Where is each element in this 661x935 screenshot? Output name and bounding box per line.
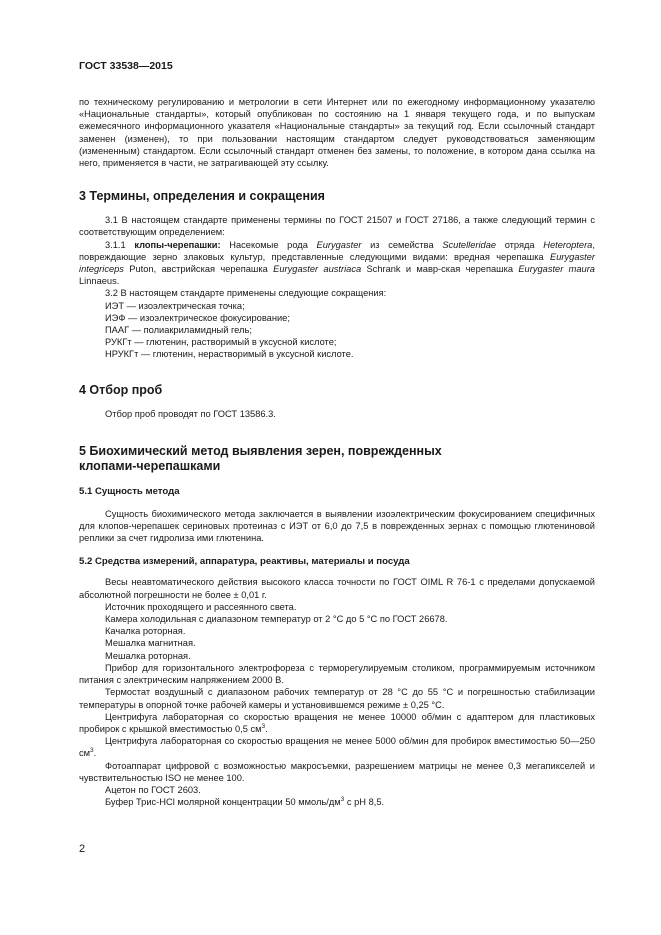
section-5-title-line2: клопами-черепашками	[79, 458, 221, 473]
paragraph-3-2: 3.2 В настоящем стандарте применены следующие сокращения:	[105, 288, 387, 299]
document-header-code: ГОСТ 33538—2015	[79, 60, 173, 72]
abbreviation-item: ИЭФ — изоэлектрическое фокусирование;	[105, 312, 290, 323]
equipment-item-centrifuge-2	[79, 735, 595, 759]
term-text: , повреждающие зерно злаковых культур, представленные следующими видами: вредная черепашка	[79, 239, 595, 262]
equipment-item-acetone: Ацетон по ГОСТ 2603.	[105, 784, 201, 795]
subsection-5-1-title: 5.1 Сущность метода	[79, 485, 180, 497]
method-essence-text: Сущность биохимического метода заключается в выявлении изоэлектрическим фокусированием специфичных для клопов-черепашек сериновых протеиназ с ИЭТ от 6,0 до 7,5 в поврежденных зернах с помощью глютениновой реплики за счет гидролиза ими глютенина.	[79, 508, 595, 544]
equipment-text: Центрифуга лабораторная со скоростью вращения не менее 10000 об/мин с адаптером для пластиковых пробирок с крышкой вместимостью 0,5 см	[79, 711, 595, 734]
paragraph-3-1: 3.1 В настоящем стандарте применены термины по ГОСТ 21507 и ГОСТ 27186, а также следующий термин с соответствующим определением:	[79, 215, 595, 238]
equipment-text: Буфер Трис-HCl молярной концентрации 50 ммоль/дм	[105, 797, 341, 808]
abbreviation-item: ПААГ — полиакриламидный гель;	[105, 325, 252, 336]
equipment-item: Весы неавтоматического действия высокого класса точности по ГОСТ OIML R 76-1 с пределами допускаемой абсолютной погрешности не более ± 0,01 г.	[79, 577, 595, 600]
superscript: 3	[90, 747, 94, 755]
sampling-text: Отбор проб проводят по ГОСТ 13586.3.	[105, 408, 276, 419]
period: .	[265, 723, 268, 734]
subsection-5-2-title: 5.2 Средства измерений, аппаратура, реактивы, материалы и посуда	[79, 556, 410, 568]
period: .	[93, 748, 97, 759]
species-name: Eurygaster austriaca	[273, 264, 362, 275]
equipment-item: Качалка роторная.	[105, 626, 186, 637]
equipment-item: Камера холодильная с диапазоном температур от 2 °С до 5 °С по ГОСТ 26678.	[105, 614, 448, 625]
equipment-item-camera: Фотоаппарат цифровой с возможностью макросъемки, разрешением матрицы не менее 0,3 мегапикселей и чувствительностью ISO не менее 100.	[79, 760, 595, 783]
equipment-text: с рН 8,5.	[344, 797, 385, 808]
term-text: Linnaeus.	[79, 276, 120, 287]
family-name: Scutelleridae	[442, 239, 497, 250]
section-4-title: 4 Отбор проб	[79, 382, 163, 397]
term-number: 3.1.1	[105, 239, 126, 250]
abbreviation-item: ИЭТ — изоэлектрическая точка;	[105, 300, 245, 311]
abbreviation-item: НРУКГт — глютенин, нерастворимый в уксусной кислоте.	[105, 349, 354, 360]
equipment-item: Мешалка магнитная.	[105, 638, 196, 649]
equipment-item: Термостат воздушный с диапазоном рабочих температур от 28 °С до 55 °С и погрешностью стабилизации температуры в опорной точке рабочей камеры и установившемся режиме ± 0,25 °С.	[79, 687, 595, 710]
species-name: Eurygaster maura	[518, 264, 595, 275]
species-name: Eurygaster integriceps	[79, 251, 595, 275]
section-3-title: 3 Термины, определения и сокращения	[79, 189, 325, 204]
genus-name: Eurygaster	[316, 239, 362, 250]
term-text: Puton, австрийская черепашка	[129, 264, 268, 275]
superscript: 3	[340, 796, 345, 804]
term-name: клопы-черепашки:	[134, 239, 221, 250]
order-name: Heteroptera	[543, 239, 593, 250]
equipment-item-buffer	[79, 796, 595, 808]
page-number: 2	[79, 843, 86, 855]
section-5-title-line1: 5 Биохимический метод выявления зерен, поврежденных	[79, 443, 442, 458]
document-body	[79, 96, 595, 808]
superscript: 3	[261, 722, 266, 730]
equipment-item: Прибор для горизонтального электрофореза с терморегулируемым столиком, программируемым источником питания с электрическим напряжением 2000 В.	[79, 662, 595, 686]
equipment-item: Источник проходящего и рассеянного света.	[105, 601, 297, 612]
abbreviation-item: РУКГт — глютенин, растворимый в уксусной кислоте;	[105, 337, 337, 348]
term-text: отряда	[504, 239, 535, 250]
equipment-item: Мешалка роторная.	[105, 650, 191, 661]
equipment-item-centrifuge-1	[79, 711, 595, 735]
intro-paragraph: по техническому регулированию и метрологии в сети Интернет или по ежегодному информационному указателю «Национальные стандарты», который опубликован по состоянию на 1 января текущего года, и по выпускам ежемесячного информационного указателя «Национальные стандарты» за текущий год. Если ссылочный стандарт заменен (изменен), то при пользовании настоящим стандартом следует руководствоваться заменяющим (измененным) стандартом. Если ссылочный стандарт отменен без замены, то положение, в котором дана ссылка на него, применяется в части, не затрагивающей эту ссылку.	[79, 97, 595, 169]
term-text: Schrank и мавр-ская черепашка	[366, 264, 514, 275]
term-text: Насекомые рода	[229, 239, 308, 250]
equipment-text: Центрифуга лабораторная со скоростью вращения не менее 5000 об/мин для пробирок вместимостью 50—250 см	[79, 736, 595, 759]
term-3-1-1	[79, 239, 595, 288]
section-5-title	[79, 444, 595, 474]
term-text: из семейства	[370, 239, 434, 250]
